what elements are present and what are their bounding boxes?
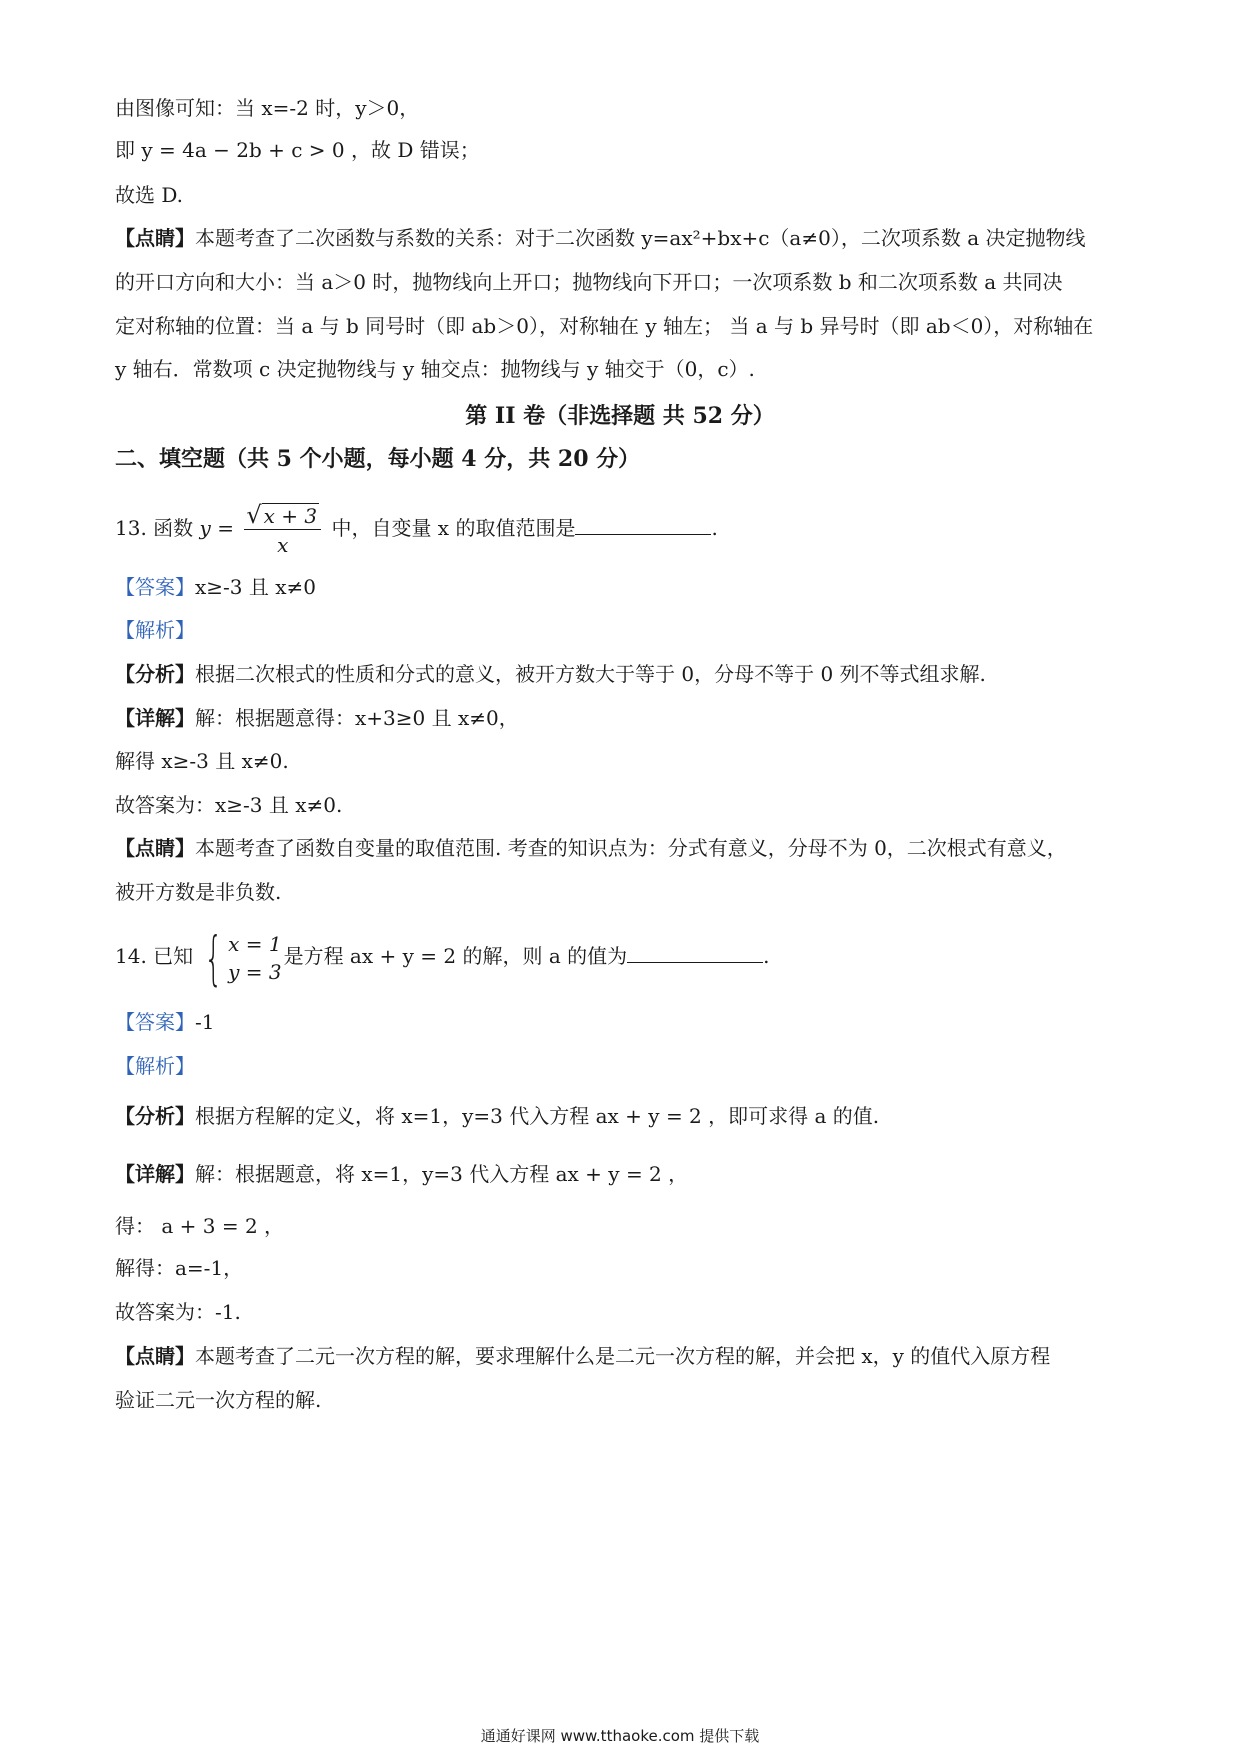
analysis-line bbox=[115, 1102, 879, 1130]
text-line: 被开方数是非负数. bbox=[115, 880, 282, 904]
key-point-paragraph bbox=[115, 224, 1135, 252]
xiangjie-tag: 【详解】 bbox=[115, 1162, 195, 1186]
answer-text: -1 bbox=[195, 1010, 215, 1034]
question-14 bbox=[115, 923, 770, 992]
text-line: 故选 D. bbox=[115, 183, 184, 207]
key-point-paragraph bbox=[115, 834, 1135, 862]
radicand: x + 3 bbox=[263, 503, 318, 528]
footer-source: 通通好课网 www.tthaoke.com 提供下载 bbox=[480, 1727, 760, 1745]
answer-line bbox=[115, 1008, 214, 1036]
xiangjie-text: 解：根据题意，将 x=1，y=3 代入方程 ax + y = 2 ， bbox=[195, 1162, 689, 1186]
answer-blank bbox=[575, 514, 711, 535]
question-13 bbox=[115, 498, 718, 558]
text-run: 本题考查了函数自变量的取值范围. 考查的知识点为：分式有意义，分母不为 0，二次根式有意义， bbox=[195, 836, 1067, 860]
text-line: 即 y = 4a − 2b + c > 0 ，故 D 错误； bbox=[115, 138, 480, 162]
analysis-tag: 【解析】 bbox=[115, 1054, 195, 1078]
answer-text: x≥-3 且 x≠0 bbox=[195, 575, 316, 599]
part-title: 第 II 卷（非选择题 共 52 分） bbox=[465, 403, 775, 429]
text-line: 由图像可知：当 x=-2 时，y＞0， bbox=[115, 96, 420, 120]
fenxi-text: 根据二次根式的性质和分式的意义，被开方数大于等于 0，分母不等于 0 列不等式组求解. bbox=[195, 662, 986, 686]
text-line: y 轴右．常数项 c 决定抛物线与 y 轴交点：抛物线与 y 轴交于（0，c）. bbox=[115, 357, 755, 381]
answer-tag: 【答案】 bbox=[115, 575, 195, 599]
fraction-numerator bbox=[244, 502, 321, 530]
left-brace-icon: { bbox=[204, 923, 223, 992]
answer-blank bbox=[627, 942, 763, 963]
text-line: 解得：a=-1， bbox=[115, 1256, 244, 1280]
detail-line bbox=[115, 1160, 688, 1188]
xiangjie-text: 解：根据题意得：x+3≥0 且 x≠0， bbox=[195, 706, 519, 730]
section-title: 二、填空题（共 5 个小题，每小题 4 分，共 20 分） bbox=[115, 446, 641, 472]
text-line: 的开口方向和大小：当 a＞0 时，抛物线向上开口；抛物线向下开口；一次项系数 b 和二次项系数 a 共同决 bbox=[115, 270, 1063, 294]
equation: y = 3 bbox=[228, 959, 282, 984]
answer-line bbox=[115, 573, 316, 601]
question-number: 13. 函数 bbox=[115, 516, 194, 540]
key-point-tag: 【点睛】 bbox=[115, 836, 195, 860]
equation-system bbox=[195, 923, 282, 992]
fenxi-tag: 【分析】 bbox=[115, 662, 195, 686]
fenxi-tag: 【分析】 bbox=[115, 1104, 195, 1128]
xiangjie-tag: 【详解】 bbox=[115, 706, 195, 730]
text-line: 故答案为：x≥-3 且 x≠0. bbox=[115, 793, 343, 817]
key-point-tag: 【点睛】 bbox=[115, 226, 195, 250]
math-lhs: y = bbox=[199, 516, 234, 540]
answer-tag: 【答案】 bbox=[115, 1010, 195, 1034]
text-line: 故答案为：-1. bbox=[115, 1300, 241, 1324]
sqrt-icon: √ bbox=[246, 500, 262, 529]
detail-line bbox=[115, 704, 519, 732]
question-text: 是方程 ax + y = 2 的解，则 a 的值为 bbox=[283, 944, 628, 968]
key-point-paragraph bbox=[115, 1342, 1135, 1370]
text-line: 解得 x≥-3 且 x≠0. bbox=[115, 749, 289, 773]
equation: x = 1 bbox=[228, 931, 282, 956]
system-lines bbox=[228, 930, 282, 986]
analysis-line bbox=[115, 660, 986, 688]
fenxi-text: 根据方程解的定义，将 x=1，y=3 代入方程 ax + y = 2 ，即可求得 a 的值. bbox=[195, 1104, 880, 1128]
text-line: 定对称轴的位置：当 a 与 b 同号时（即 ab＞0），对称轴在 y 轴左； 当 a 与 b 异号时（即 ab＜0），对称轴在 bbox=[115, 314, 1094, 338]
fraction-denominator: x bbox=[277, 532, 289, 557]
analysis-tag: 【解析】 bbox=[115, 618, 195, 642]
text-run: 本题考查了二次函数与系数的关系：对于二次函数 y=ax²+bx+c（a≠0），二次项系数 a 决定抛物线 bbox=[195, 226, 1086, 250]
text-run: 本题考查了二元一次方程的解，要求理解什么是二元一次方程的解，并会把 x，y 的值代入原方程 bbox=[195, 1344, 1051, 1368]
key-point-tag: 【点睛】 bbox=[115, 1344, 195, 1368]
punctuation: . bbox=[763, 944, 770, 968]
question-number: 14. 已知 bbox=[115, 944, 194, 968]
text-line: 验证二元一次方程的解. bbox=[115, 1388, 322, 1412]
fraction bbox=[244, 502, 321, 558]
text-line: 得： a + 3 = 2 ， bbox=[115, 1214, 285, 1238]
question-text: 中，自变量 x 的取值范围是 bbox=[331, 516, 576, 540]
punctuation: . bbox=[711, 516, 718, 540]
